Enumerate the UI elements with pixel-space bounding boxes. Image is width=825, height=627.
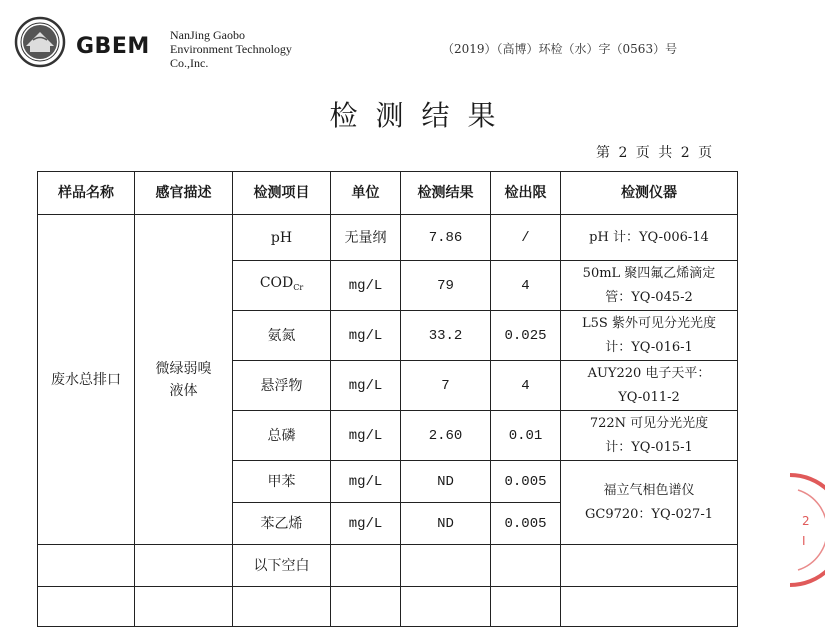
sensory-line: 微绿弱嗅 [155, 360, 212, 377]
result-cell: 79 [401, 261, 491, 311]
unit-cell: mg/L [331, 311, 401, 361]
limit-cell: 0.025 [491, 311, 561, 361]
empty-cell [38, 545, 135, 587]
unit-cell: mg/L [331, 261, 401, 311]
empty-cell [561, 545, 738, 587]
empty-cell [401, 587, 491, 627]
instrument-cell [561, 361, 738, 411]
empty-cell [331, 587, 401, 627]
table-row [38, 545, 738, 587]
limit-cell: 0.005 [491, 503, 561, 545]
column-header: 检测结果 [401, 172, 491, 215]
instrument-line: 福立气相色谱仪 [603, 482, 695, 498]
column-header: 检测仪器 [561, 172, 738, 215]
instrument-line: 50mL 聚四氟乙烯滴定 [582, 265, 716, 281]
item-cell: 甲苯 [233, 461, 331, 503]
sample-name-cell: 废水总排口 [38, 215, 135, 545]
result-cell: ND [401, 503, 491, 545]
page-indicator: 第 2 页 共 2 页 [596, 145, 715, 161]
item-cell [233, 261, 331, 311]
red-stamp-icon [780, 470, 825, 590]
item-cell: 总磷 [233, 411, 331, 461]
instrument-cell [561, 411, 738, 461]
table-row [38, 587, 738, 627]
company-name-line: Co.,Inc. [170, 56, 209, 70]
instrument-line: YQ-011-2 [618, 389, 680, 405]
results-table [37, 171, 738, 627]
sensory-line: 液体 [169, 382, 198, 399]
company-name [170, 28, 292, 70]
result-cell: ND [401, 461, 491, 503]
instrument-line: 计：YQ-015-1 [605, 439, 693, 455]
unit-cell: mg/L [331, 361, 401, 411]
limit-cell: 0.005 [491, 461, 561, 503]
sensory-description-cell [135, 215, 233, 545]
item-subscript: Cr [293, 283, 304, 292]
unit-cell: mg/L [331, 411, 401, 461]
instrument-line: AUY220 电子天平： [587, 365, 711, 381]
company-name-line: NanJing Gaobo [170, 28, 245, 42]
item-cell: 苯乙烯 [233, 503, 331, 545]
company-seal-icon [14, 16, 66, 68]
item-cell: 氨氮 [233, 311, 331, 361]
instrument-line: 计：YQ-016-1 [605, 339, 693, 355]
unit-cell: 无量纲 [331, 215, 401, 261]
instrument-line: L5S 紫外可见分光光度 [582, 315, 716, 331]
item-cell: pH [233, 215, 331, 261]
instrument-line: GC9720：YQ-027-1 [584, 506, 713, 522]
limit-cell: / [491, 215, 561, 261]
column-header: 检测项目 [233, 172, 331, 215]
table-row [38, 215, 738, 261]
svg-text:I: I [802, 534, 806, 548]
empty-cell [561, 587, 738, 627]
result-cell: 33.2 [401, 311, 491, 361]
unit-cell: mg/L [331, 461, 401, 503]
instrument-cell [561, 461, 738, 545]
svg-text:2: 2 [802, 514, 810, 528]
column-header: 单位 [331, 172, 401, 215]
instrument-cell [561, 261, 738, 311]
empty-cell [135, 587, 233, 627]
empty-cell [491, 545, 561, 587]
item-label: COD [259, 275, 294, 291]
limit-cell: 4 [491, 261, 561, 311]
blank-note-cell: 以下空白 [233, 545, 331, 587]
column-header: 检出限 [491, 172, 561, 215]
result-cell: 2.60 [401, 411, 491, 461]
instrument-cell: pH 计：YQ-006-14 [561, 215, 738, 261]
instrument-cell [561, 311, 738, 361]
table-header-row [38, 172, 738, 215]
result-cell: 7 [401, 361, 491, 411]
report-number: （2019）（高博）环检（水）字（0563）号 [442, 42, 678, 56]
empty-cell [135, 545, 233, 587]
instrument-line: 管：YQ-045-2 [605, 289, 693, 305]
result-cell: 7.86 [401, 215, 491, 261]
limit-cell: 0.01 [491, 411, 561, 461]
company-name-line: Environment Technology [170, 42, 292, 56]
unit-cell: mg/L [331, 503, 401, 545]
empty-cell [401, 545, 491, 587]
empty-cell [38, 587, 135, 627]
empty-cell [491, 587, 561, 627]
column-header: 感官描述 [135, 172, 233, 215]
limit-cell: 4 [491, 361, 561, 411]
instrument-line: 722N 可见分光光度 [589, 415, 709, 431]
empty-cell [233, 587, 331, 627]
logo-wordmark: GBEM [76, 34, 150, 59]
page-title: 检测结果 [329, 99, 514, 132]
column-header: 样品名称 [38, 172, 135, 215]
empty-cell [331, 545, 401, 587]
item-cell: 悬浮物 [233, 361, 331, 411]
